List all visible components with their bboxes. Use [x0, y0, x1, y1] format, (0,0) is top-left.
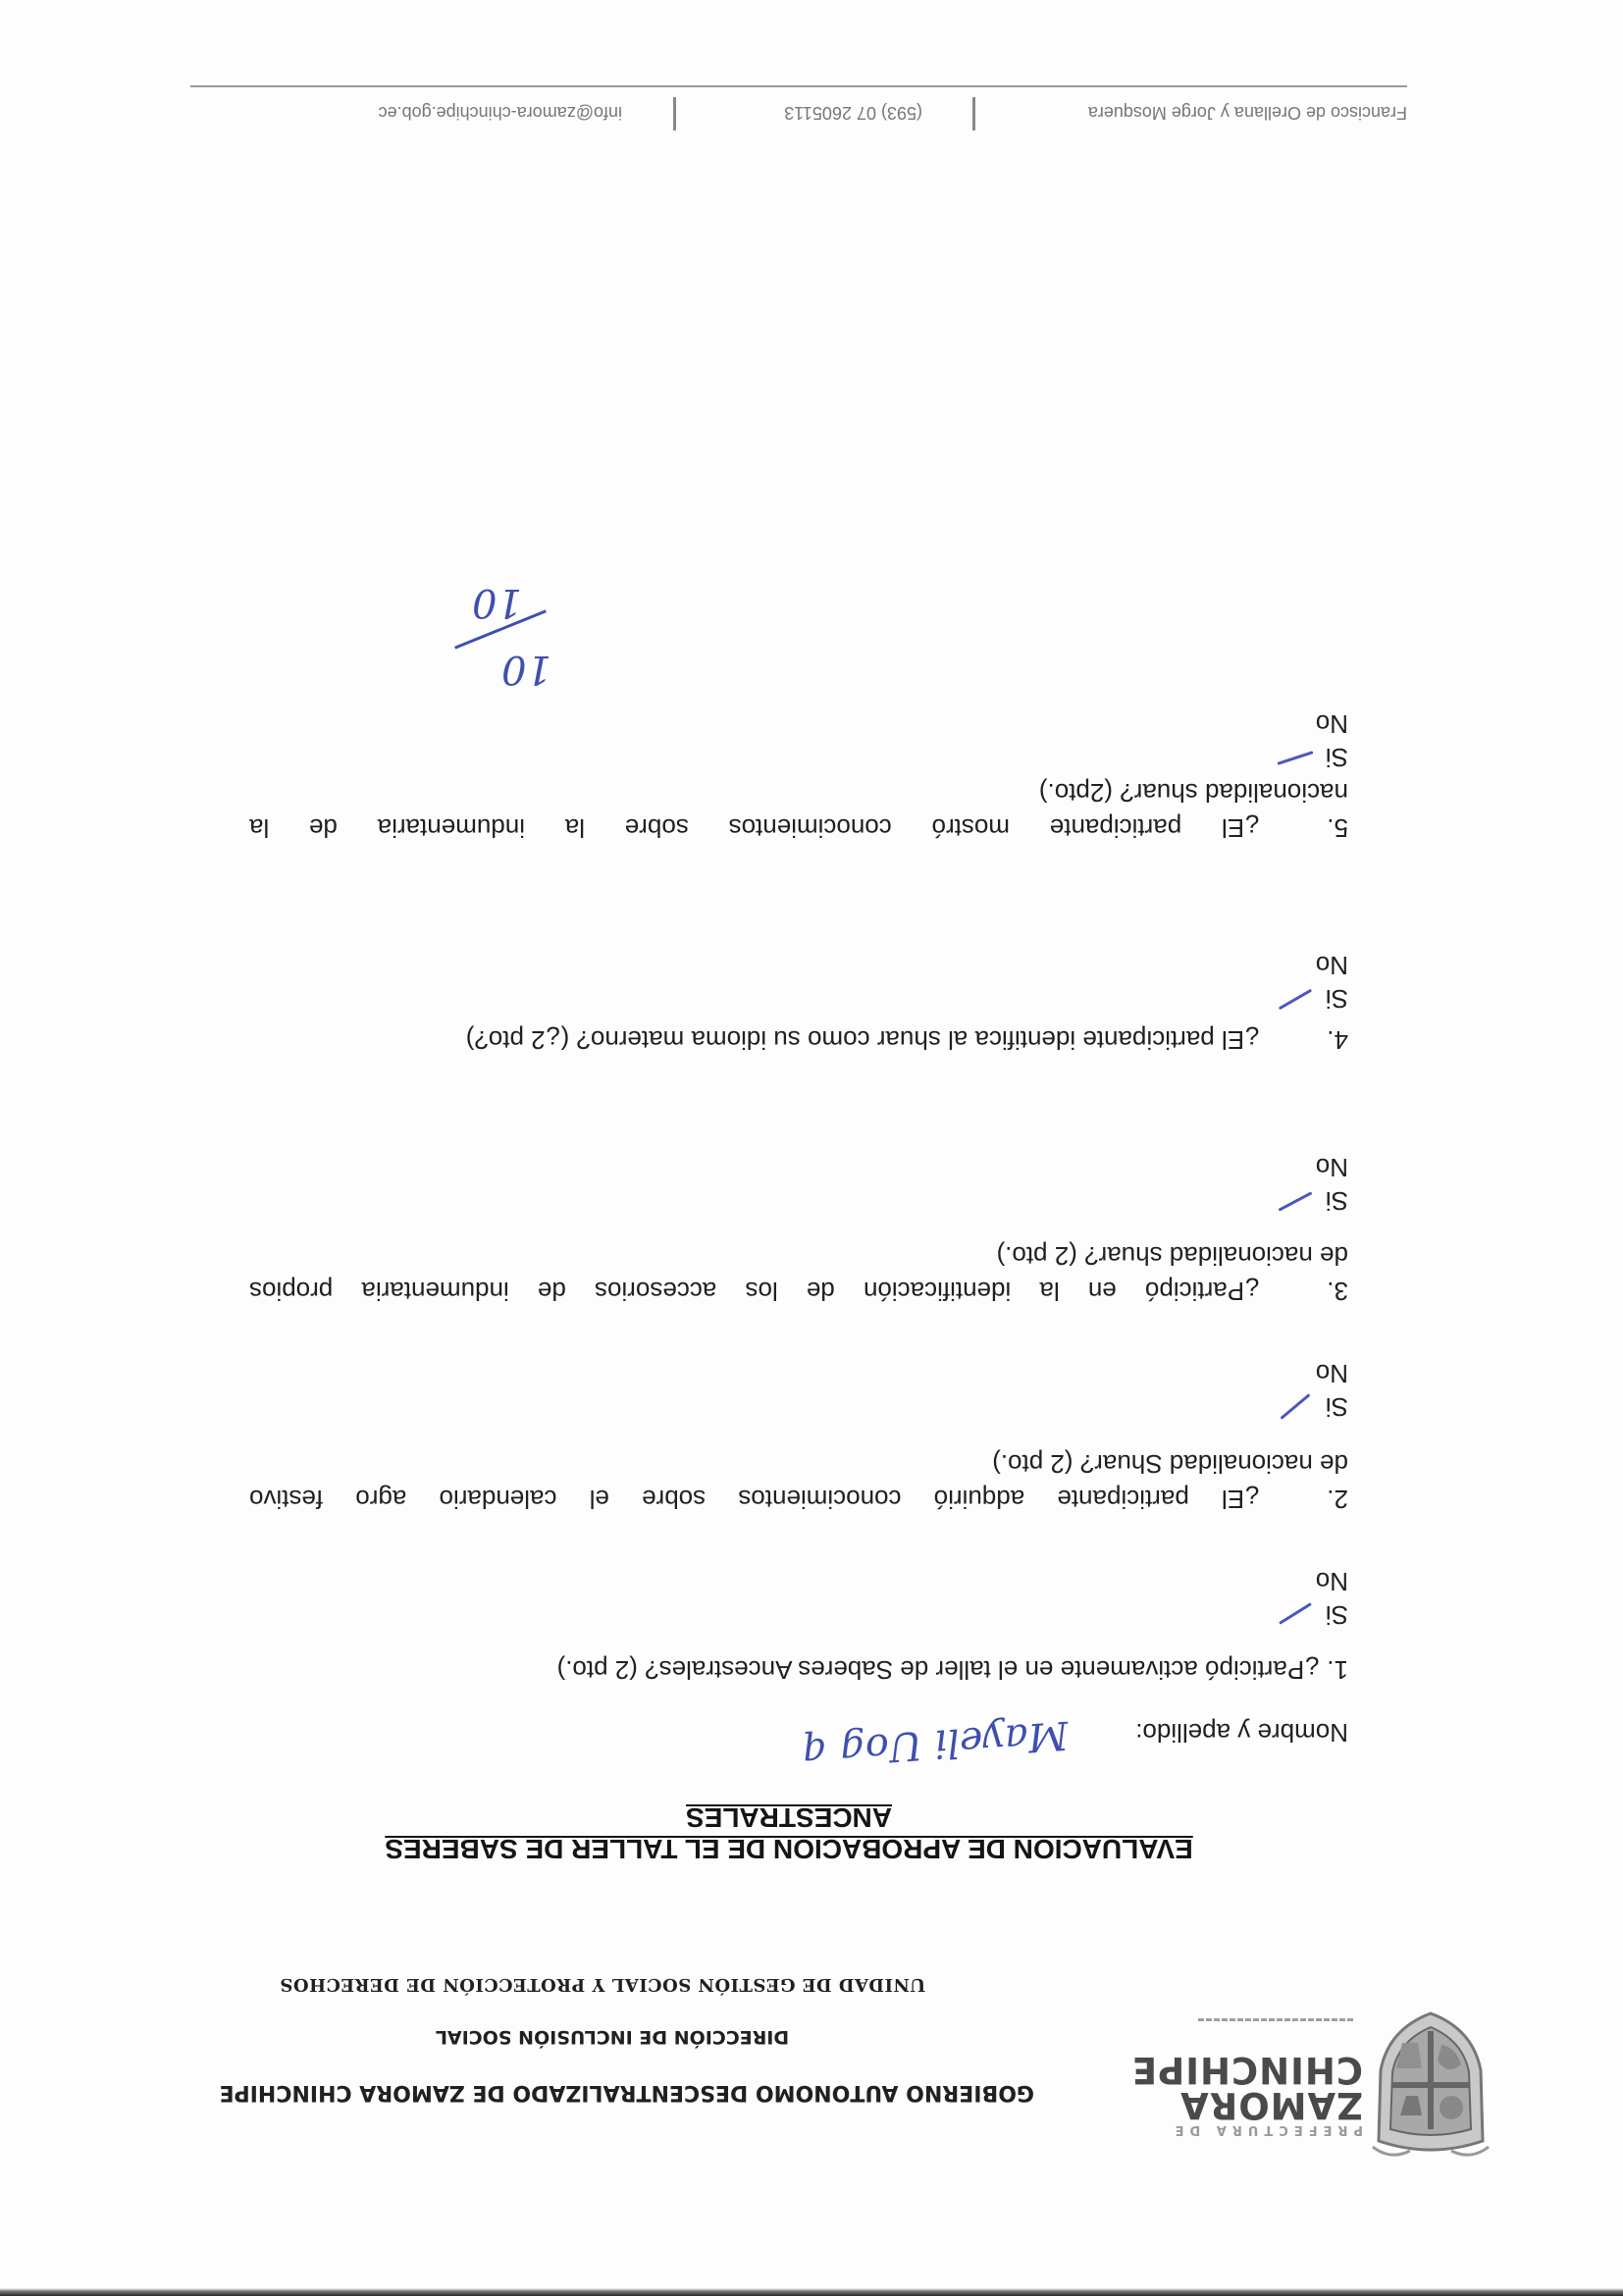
check-mark: [1279, 1602, 1312, 1625]
question-text-line1: ¿El participante mostró conocimientos sobre la indumentaria de la: [249, 813, 1260, 843]
option-no: No: [1315, 1153, 1348, 1182]
question-number: 3.: [1327, 1277, 1348, 1306]
footer: [190, 93, 1407, 132]
option-yes: Si: [1325, 743, 1348, 772]
question-3: [249, 1276, 1348, 1307]
footer-separator: [972, 97, 975, 130]
option-no: No: [1315, 1359, 1348, 1388]
question-number: 5.: [1327, 813, 1348, 843]
check-mark: [1277, 751, 1313, 765]
direction-name: DIRECCIÓN DE INCLUSIÓN SOCIAL: [435, 2026, 790, 2048]
question-5-cont: nacionalidad shuar? (2pto.): [1038, 778, 1348, 808]
check-mark: [1279, 989, 1312, 1011]
question-text-line1: ¿Participó en la identificación de los accesorios de indumentaria propios: [249, 1277, 1260, 1306]
scan-edge: [0, 2288, 1623, 2296]
logo-caption: PREFECTURA DE: [1169, 2122, 1363, 2137]
question-number: 2.: [1327, 1485, 1348, 1514]
option-yes: Si: [1325, 1392, 1348, 1422]
score-denominator: 10: [472, 580, 522, 625]
form-title-line2: ANCESTRALES: [686, 1802, 893, 1833]
footer-phone: (593) 07 2605113: [784, 103, 922, 123]
footer-separator: [673, 97, 676, 130]
footer-address: Francisco de Orellana y Jorge Mosquera: [1087, 103, 1407, 123]
footer-email: info@zamora-chinchipe.gob.ec: [378, 103, 622, 123]
form-title: [323, 1801, 1255, 1864]
option-yes: Si: [1325, 984, 1348, 1014]
institution-name: GOBIERNO AUTONOMO DESCENTRALIZADO DE ZAMORA CHINCHIPE: [219, 2080, 1034, 2105]
question-1: [249, 1654, 1348, 1686]
score-numerator: 10: [501, 647, 551, 692]
logo-title-line1: ZAMORA: [1179, 2084, 1363, 2126]
logo-title-line2: CHINCHIPE: [1130, 2049, 1363, 2091]
question-4: [249, 1024, 1348, 1056]
question-3-cont: de nacionalidad shuar? (2 pto.): [996, 1241, 1348, 1271]
option-no: No: [1315, 1567, 1348, 1596]
option-yes: Si: [1325, 1600, 1348, 1630]
check-mark: [1279, 1191, 1313, 1211]
question-2: [249, 1484, 1348, 1515]
handwritten-score: [440, 564, 557, 692]
unit-name: UNIDAD DE GESTIÓN SOCIAL Y PROTECCIÓN DE DERECHOS: [279, 1974, 926, 1995]
coat-of-arms-icon: [1371, 2011, 1491, 2159]
name-label: Nombre y apellido:: [1135, 1718, 1348, 1748]
question-number: 1.: [1327, 1655, 1348, 1685]
option-no: No: [1315, 709, 1348, 739]
question-text-line1: ¿El participante adquirió conocimientos sobre el calendario agro festivo: [249, 1485, 1260, 1514]
question-text: ¿Participó activamente en el taller de Saberes Ancestrales? (2 pto.): [556, 1655, 1321, 1685]
prefecture-logo: [1078, 2011, 1491, 2159]
logo-divider: [1196, 2018, 1353, 2021]
form-title-line1: EVALUACION DE APROBACION DE EL TALLER DE SABERES: [385, 1834, 1193, 1864]
question-number: 4.: [1327, 1025, 1348, 1055]
option-yes: Si: [1325, 1186, 1348, 1216]
name-handwritten: Mayeli Uog q: [801, 1711, 1071, 1776]
question-5: [249, 812, 1348, 844]
footer-rule: [190, 85, 1407, 87]
check-mark: [1280, 1393, 1310, 1420]
option-no: No: [1315, 951, 1348, 980]
question-text: ¿El participante identifica al shuar como su idioma materno? (¿2 pto?): [465, 1025, 1260, 1055]
question-2-cont: de nacionalidad Shuar? (2 pto.): [992, 1449, 1348, 1479]
